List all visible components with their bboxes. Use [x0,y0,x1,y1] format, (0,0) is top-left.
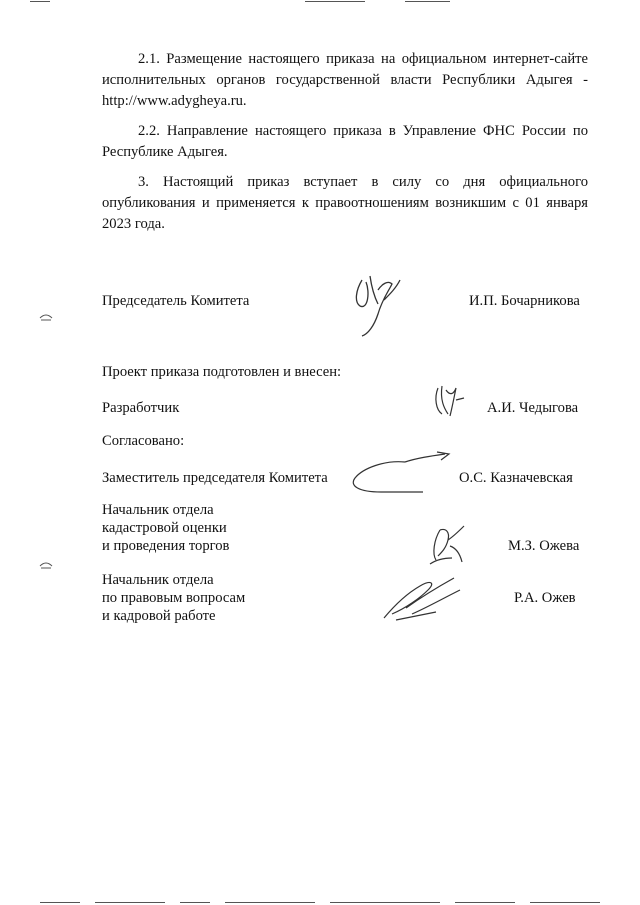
developer-name: А.И. Чедыгова [487,400,579,416]
chairman-position: Председатель Комитета [102,293,250,309]
cadastral-signature [420,520,470,570]
developer-signature [428,380,468,420]
scan-artifact-line [30,1,50,2]
scan-artifact-line [225,902,315,903]
scan-artifact-line [95,902,165,903]
chairman-signature [348,270,408,340]
developer-role: Разработчик [102,400,180,416]
cadastral-position-line1: Начальник отдела [102,502,214,518]
scan-artifact-line [40,902,80,903]
legal-position-line2: по правовым вопросам [102,590,246,606]
scan-artifact-line [305,1,365,2]
paragraph-3 [102,172,588,235]
scan-artifact-line [530,902,600,903]
scan-artifact-line [405,1,450,2]
cadastral-position-line2: кадастровой оценки [102,520,227,536]
paragraph-2-2-text: 2.2. Направление настоящего приказа в Управление ФНС России по Республике Адыгея. [102,123,588,160]
paragraph-3-text: 3. Настоящий приказ вступает в силу со дня официального опубликования и применяется к правоотношениям возникшим с 01 января 2023 года. [102,174,588,232]
scan-artifact-line [180,902,210,903]
agreed-heading: Согласовано: [102,433,185,449]
cadastral-position-line3: и проведения торгов [102,538,230,554]
scan-mark [38,310,54,322]
legal-position-line1: Начальник отдела [102,572,214,588]
cadastral-name: М.З. Ожева [508,538,580,554]
legal-name: Р.А. Ожев [514,590,576,606]
paragraph-2-1-text: 2.1. Размещение настоящего приказа на официальном интернет-сайте исполнительных органов государственной власти Республики Адыгея - http://www.adygheya.ru. [102,51,588,109]
scan-artifact-line [455,902,515,903]
deputy-position: Заместитель председателя Комитета [102,470,328,486]
legal-signature [376,568,466,623]
prepared-heading: Проект приказа подготовлен и внесен: [102,364,342,380]
paragraph-2-1 [102,49,588,112]
scan-mark [38,558,54,570]
legal-position-line3: и кадровой работе [102,608,216,624]
chairman-name: И.П. Бочарникова [469,293,580,309]
deputy-name: О.С. Казначевская [459,470,573,486]
paragraph-2-2 [102,121,588,163]
scan-artifact-line [330,902,440,903]
deputy-signature [345,448,455,498]
